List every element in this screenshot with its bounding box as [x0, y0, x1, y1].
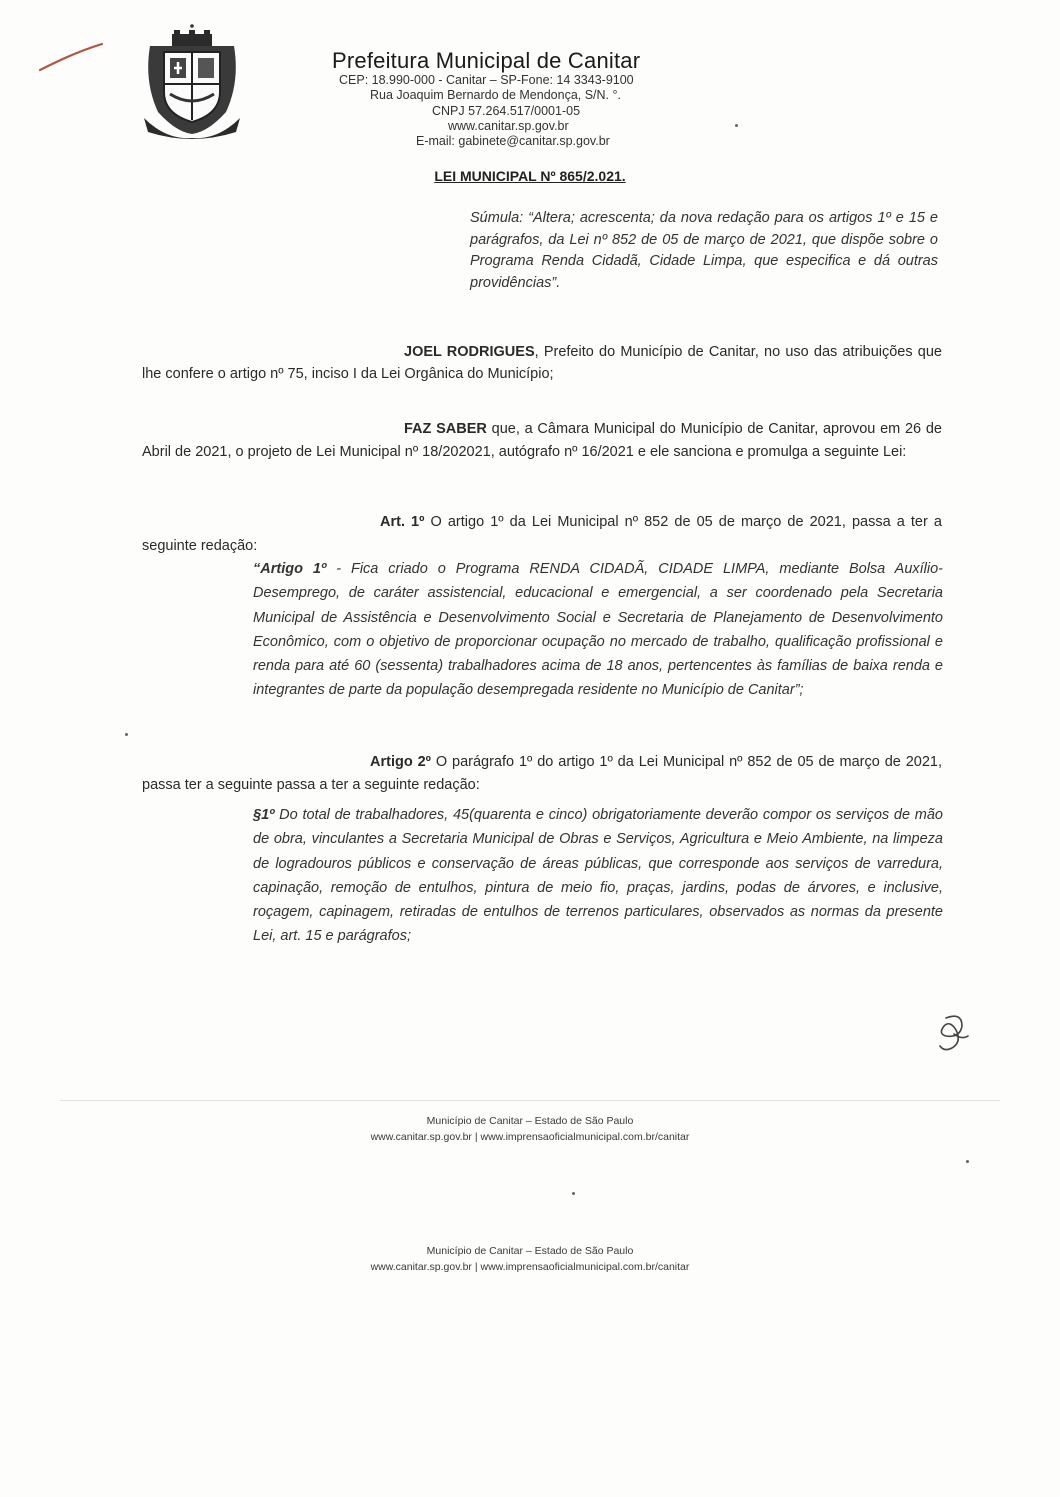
scan-speck: [735, 124, 738, 127]
pen-stroke-mark: [36, 40, 106, 76]
mayor-name: JOEL RODRIGUES: [404, 344, 535, 360]
header-cnpj: CNPJ 57.264.517/0001-05: [432, 104, 581, 118]
law-title: LEI MUNICIPAL Nº 865/2.021.: [434, 168, 626, 184]
scan-speck: [125, 733, 128, 736]
quote-paragraph-1-lead: §1º: [253, 807, 275, 823]
header-title: Prefeitura Municipal de Canitar: [332, 48, 641, 73]
footer-2-websites: www.canitar.sp.gov.br | www.imprensaoficialmunicipal.com.br/canitar: [370, 1261, 690, 1273]
quote-artigo-1: [253, 557, 943, 703]
footer-2-municipality: Município de Canitar – Estado de São Paulo: [426, 1245, 634, 1257]
art-1-text: O artigo 1º da Lei Municipal nº 852 de 05 de março de 2021, passa a ter a seguinte redação:: [142, 514, 942, 554]
law-summary: Súmula: “Altera; acrescenta; da nova redação para os artigos 1º e 15 e parágrafos, da Lei nº 852 de 05 de março de 2021, que dispõe sobre o Programa Renda Cidadã, Cidade Limpa, que especifica e dá outras providências”.: [470, 210, 938, 291]
scan-speck: [572, 1192, 575, 1195]
signature-initials-icon: [932, 1010, 972, 1054]
coat-of-arms-icon: [136, 22, 244, 142]
quote-paragraph-1-text: Do total de trabalhadores, 45(quarenta e cinco) obrigatoriamente deverão compor os serviços de mão de obra, vinculantes a Secretaria Municipal de Obras e Serviços, Agricultura e Meio Ambiente, na limpeza de logradouros públicos e conservação de áreas públicas, que corresponde aos serviços de varredura, capinação, remoção de entulhos, pintura de meio fio, praças, jardins, podas de árvores, e inclusive, roçagem, capinagem, retiradas de entulhos de terrenos particulares, observados as normas da presente Lei, art. 15 e parágrafos;: [253, 807, 943, 945]
faz-saber-text: que, a Câmara Municipal do Município de Canitar, aprovou em 26 de Abril de 2021, o projeto de Lei Municipal nº 18/202021, autógrafo nº 16/2021 e ele sanciona e promulga a seguinte Lei:: [142, 421, 942, 460]
header-cep-phone: CEP: 18.990-000 - Canitar – SP-Fone: 14 3343-9100: [339, 73, 634, 87]
footer-1-municipality: Município de Canitar – Estado de São Paulo: [426, 1115, 634, 1127]
paragraph-art-2: [142, 751, 942, 796]
mayor-text: , Prefeito do Município de Canitar, no uso das atribuições que lhe confere o artigo nº 75, inciso I da Lei Orgânica do Município;: [142, 344, 942, 382]
quote-artigo-1-text: - Fica criado o Programa RENDA CIDADÃ, CIDADE LIMPA, mediante Bolsa Auxílio-Desemprego, de caráter assistencial, educacional e emergencial, a ser coordenado pela Secretaria Municipal de Assistência e Desenvolvimento Social e Secretaria de Planejamento de Desenvolvimento Econômico, com o objetivo de proporcionar ocupação no mercado de trabalho, qualificação profissional e renda para até 60 (sessenta) trabalhadores acima de 18 anos, pertencentes às famílias de baixa renda e integrantes de parte da população desempregada residente no Município de Canitar”;: [253, 561, 944, 699]
quote-artigo-1-lead: “Artigo 1º: [253, 561, 327, 577]
footer-divider: [60, 1100, 1000, 1101]
faz-saber-lead: FAZ SABER: [404, 421, 487, 437]
paragraph-art-1: [142, 510, 942, 558]
quote-paragraph-1: [253, 803, 943, 949]
art-1-lead: Art. 1º: [380, 514, 425, 530]
header-email: E-mail: gabinete@canitar.sp.gov.br: [416, 134, 610, 148]
art-2-text: O parágrafo 1º do artigo 1º da Lei Municipal nº 852 de 05 de março de 2021, passa ter a seguinte passa a ter a seguinte redação:: [142, 754, 943, 793]
paragraph-mayor: [142, 342, 942, 385]
header-website: www.canitar.sp.gov.br: [448, 119, 569, 133]
scan-speck: [966, 1160, 969, 1163]
footer-block-1: [0, 1113, 1060, 1145]
art-2-lead: Artigo 2º: [370, 754, 431, 770]
footer-block-2: [0, 1243, 1060, 1275]
paragraph-faz-saber: [142, 418, 942, 463]
footer-1-websites: www.canitar.sp.gov.br | www.imprensaoficialmunicipal.com.br/canitar: [370, 1131, 690, 1143]
header-address: Rua Joaquim Bernardo de Mendonça, S/N. °.: [370, 88, 621, 102]
